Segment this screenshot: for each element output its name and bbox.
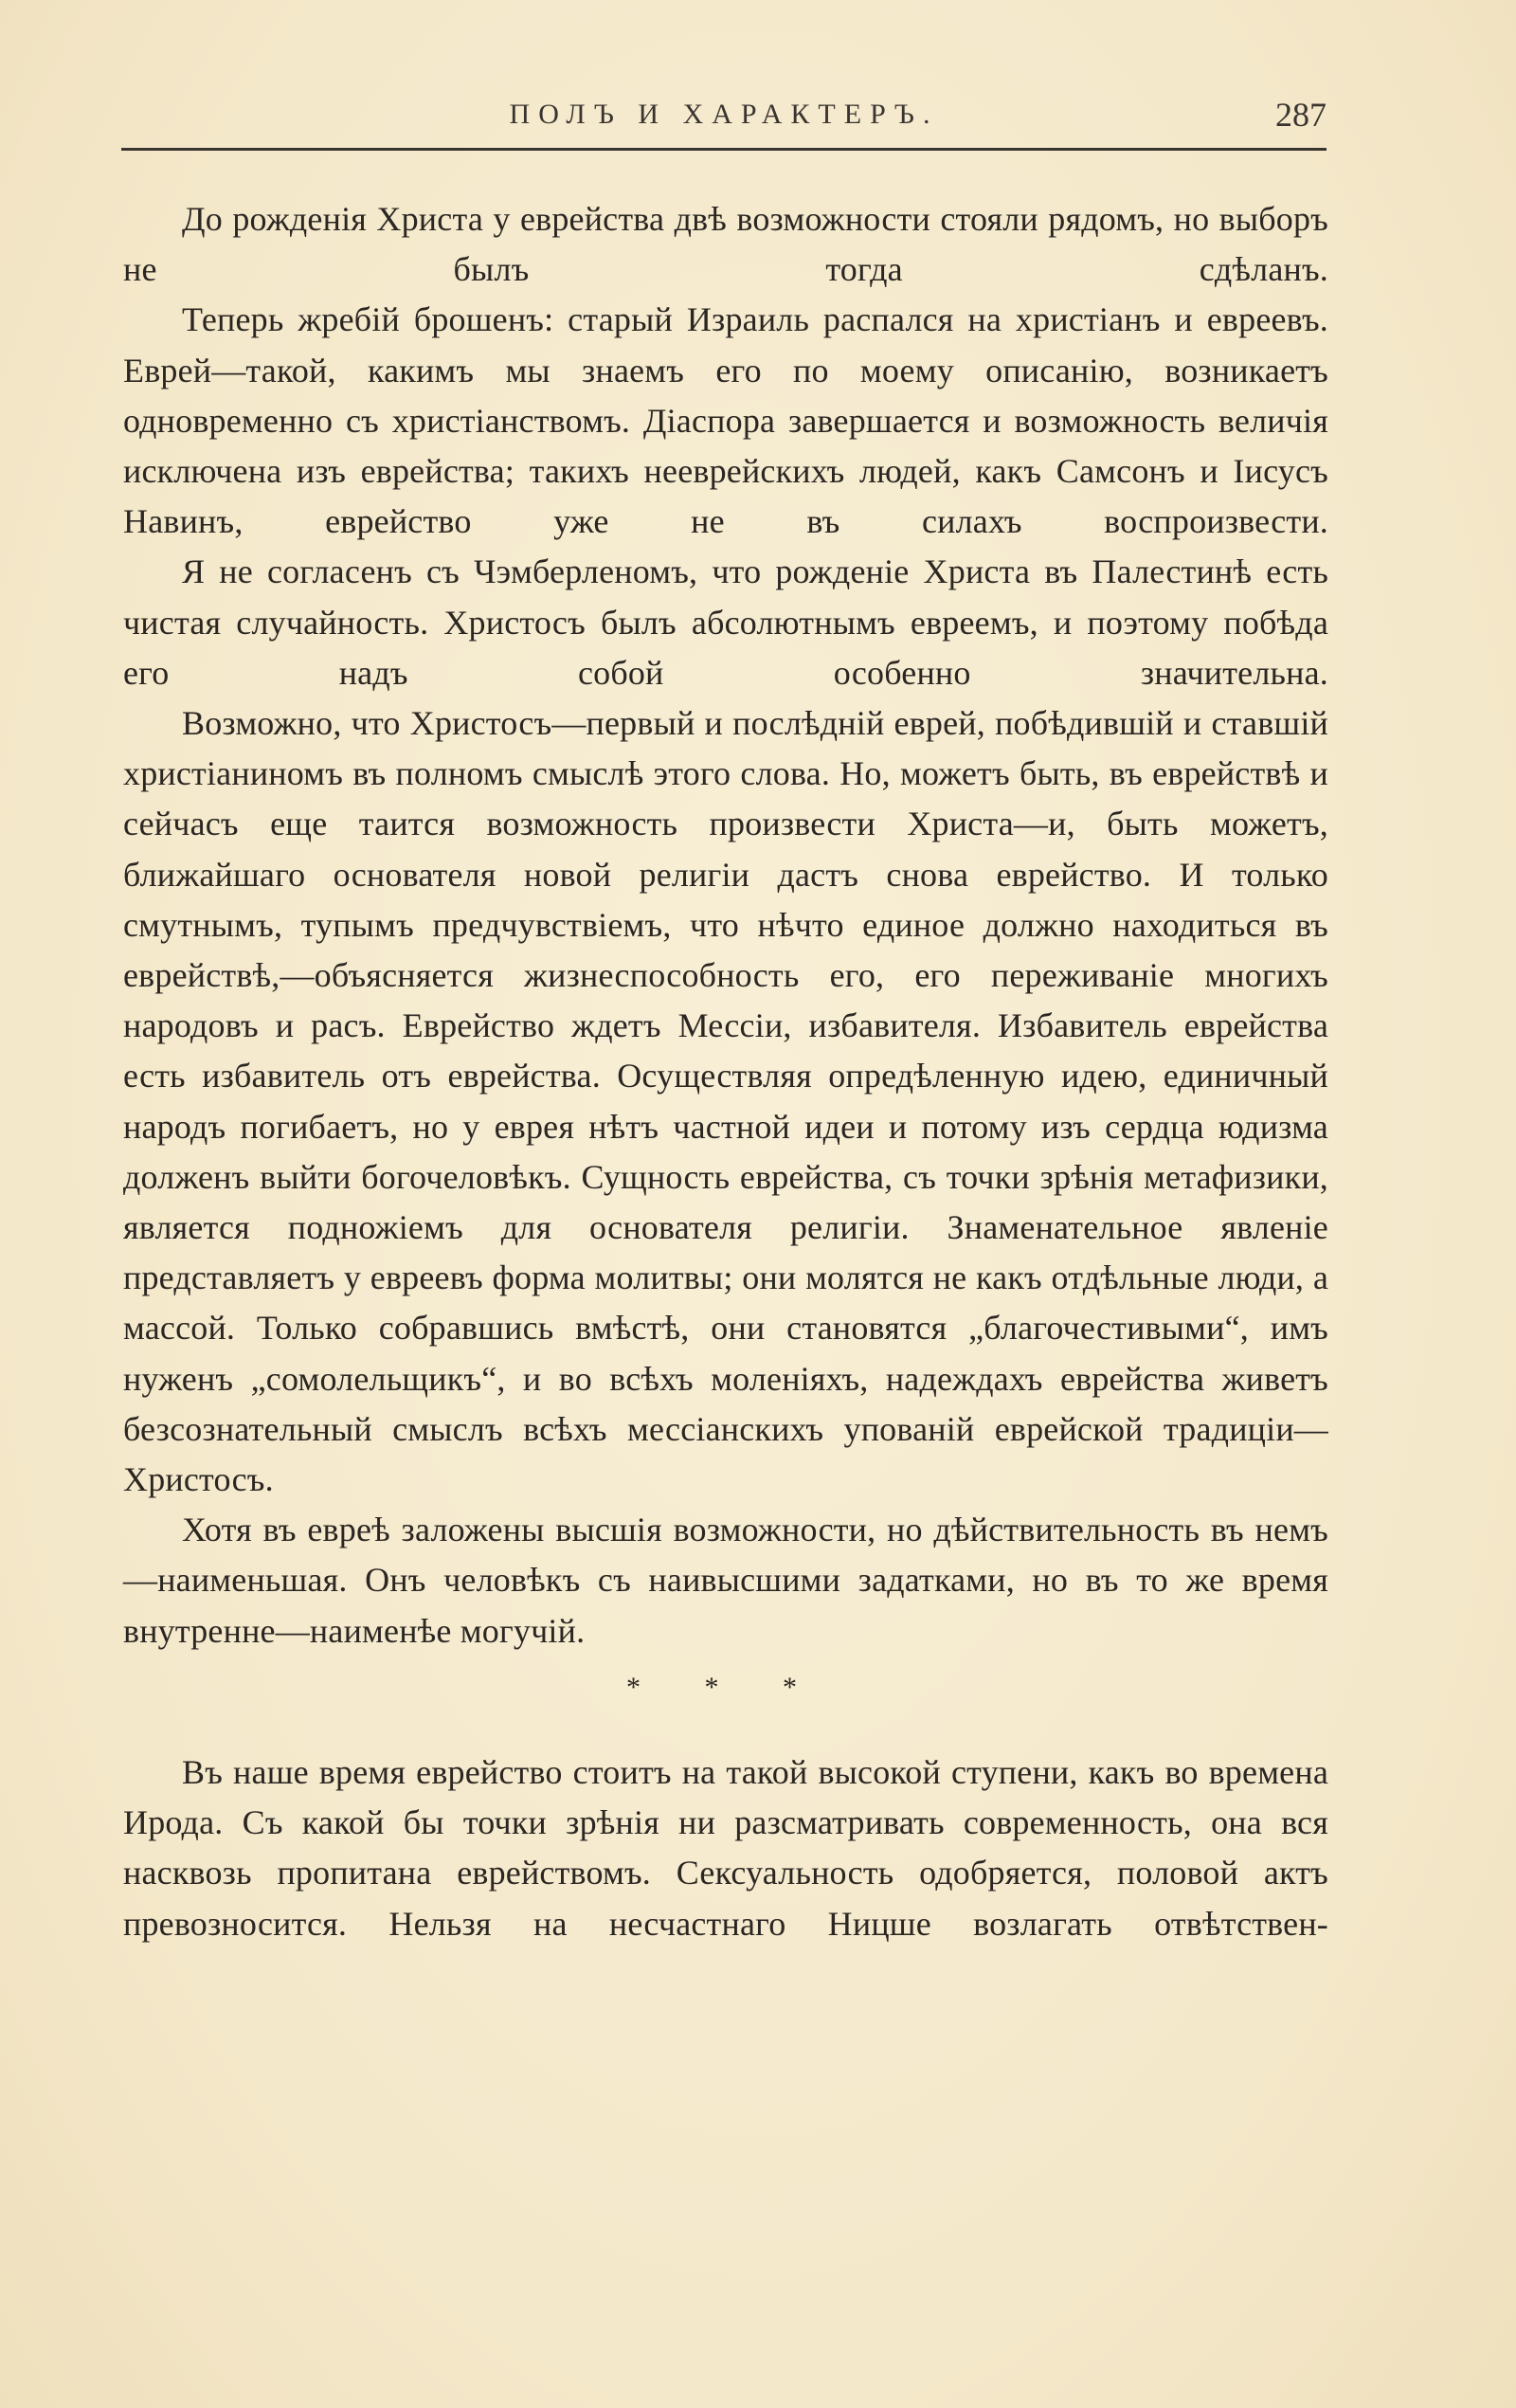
header-rule [121, 148, 1326, 151]
paragraph-6: Въ наше время еврейство стоитъ на такой высокой ступени, какъ во времена Ирода. Съ какой бы точки зрѣнія ни разсматривать современность, она вся насквозь пропитана еврействомъ. Сексуальность одобряется, половой актъ превозносится. Нельзя на несчастнаго Ницше возлагать отвѣтствен- [123, 1752, 1328, 1943]
asterism-text: * * * [626, 1671, 825, 1703]
paragraph-5: Хотя въ евреѣ заложены высшія возможности, но дѣйствительность въ немъ—наименьшая. Онъ человѣкъ съ наивысшими задатками, но въ то же время внутренне—наименѣе могучій. [123, 1511, 1328, 1650]
section-break [123, 1657, 1328, 1747]
running-title: ПОЛЪ И ХАРАКТЕРЪ. [509, 99, 939, 130]
paragraph-1: До рожденія Христа у еврейства двѣ возможности стояли рядомъ, но выборъ не былъ тогда сдѣланъ. [123, 200, 1328, 289]
page-header [121, 96, 1326, 155]
page-number: 287 [1275, 96, 1326, 134]
paragraph-2: Теперь жребій брошенъ: старый Израиль распался на христіанъ и евреевъ. Еврей—такой, какимъ мы знаемъ его по моему описанію, возникаетъ одновременно съ христіанствомъ. Діаспора завершается и возможность величія исключена изъ еврейства; такихъ нееврейскихъ людей, какъ Самсонъ и Іисусъ Навинъ, еврейство уже не въ силахъ воспроизвести. [123, 300, 1328, 541]
paragraph-4: Возможно, что Христосъ—первый и послѣдній еврей, побѣдившій и ставшій христіаниномъ въ полномъ смыслѣ этого слова. Но, можетъ быть, въ еврействѣ и сейчасъ еще таится возможность произвести Христа—и, быть можетъ, ближайшаго основателя новой религіи дастъ снова еврейство. И только смутнымъ, тупымъ предчувствіемъ, что нѣчто единое должно находиться въ еврействѣ,—объясняется жизнеспособность его, его переживаніе многихъ народовъ и расъ. Еврейство ждетъ Мессіи, избавителя. Избавитель еврейства есть избавитель отъ еврейства. Осуществляя опредѣленную идею, единичный народъ погибаетъ, но у еврея нѣтъ частной идеи и потому изъ сердца юдизма долженъ выйти богочеловѣкъ. Сущность еврейства, съ точки зрѣнія метафизики, является подножіемъ для основателя религіи. Знаменательное явленіе представляетъ у евреевъ форма молитвы; они молятся не какъ отдѣльные люди, а массой. Только собравшись вмѣстѣ, они становятся „благочестивыми“, имъ нуженъ „сомолельщикъ“, и во всѣхъ моленіяхъ, надеждахъ еврейства живетъ безсознательный смыслъ всѣхъ мессіанскихъ упованій еврейской традиціи—Христосъ. [123, 704, 1328, 1499]
paragraph-3: Я не согласенъ съ Чэмберленомъ, что рожденіе Христа въ Палестинѣ есть чистая случайность. Христосъ былъ абсолютнымъ евреемъ, и поэтому побѣда его надъ собой особенно значительна. [123, 552, 1328, 692]
body-text [123, 194, 1328, 1949]
asterism [626, 1671, 825, 1703]
